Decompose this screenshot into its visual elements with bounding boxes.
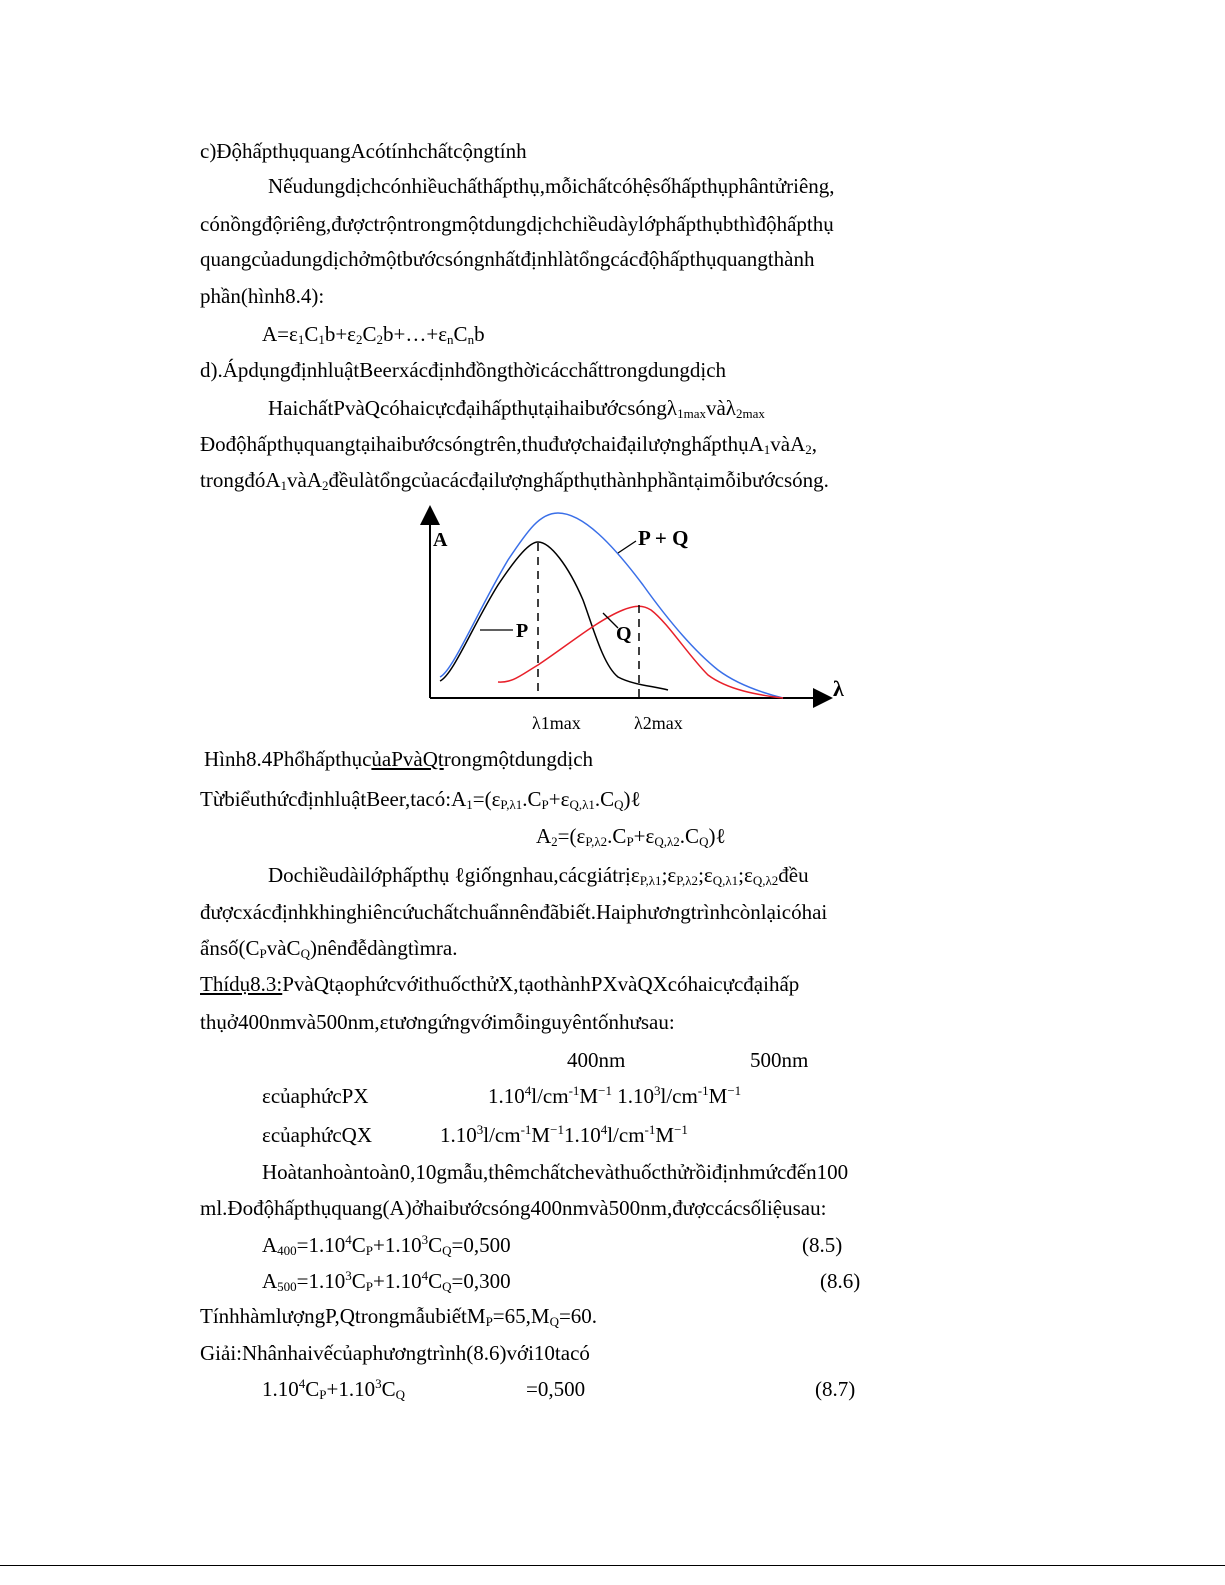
equation-number: (8.6) <box>820 1269 861 1293</box>
paragraph-line: Dochiềudàilớphấpthụ $\ell giốngnhau,cácgiátrị\varepsilon_{P,\lambda 1};\varepsilon_{P,\lambda 2};\varepsilon_{Q,\lambda 1};\varepsilon_{Q,\lambda 2}đều$ <box>268 863 809 888</box>
curve-p <box>440 542 668 690</box>
lambda2-tick-label: λ2max <box>634 713 683 733</box>
paragraph-line: HaichấtPvàQcóhaicựcđạihấpthụtạihaibướcsóngλ$_{1max}$vàλ$_{2max}$ <box>268 396 765 421</box>
q-curve-label: Q <box>616 623 632 645</box>
equation-8-7-right: =0,500 <box>526 1377 586 1401</box>
table-header-500nm: 500nm <box>750 1048 809 1072</box>
equation-8-5: $A_{400}=1.10^4C_P+1.10^3C_Q=0,500$ <box>262 1232 511 1258</box>
paragraph-line: Đođộhấpthụquangtạihaibướcsóngtrên,thuđượchaiđạilượnghấpthụA$_1$vàA$_2$, <box>200 432 818 457</box>
axis-x-label: λ <box>833 676 844 701</box>
paragraph-line: $ẩnsố(C_PvàC_Q)nênđễdàngtìmra$. <box>200 936 458 961</box>
paragraph-line: Nếudungdịchcónhiềuchấthấpthụ,mỗichấtcóhệsốhấpthụphântửriêng, <box>268 174 835 198</box>
beer-equation-a1: $TừbiểuthứcđịnhluậtBeer,tacó:A_1=(\varepsilon_{P,\lambda 1}.C_P+\varepsilon_{Q,\lambda 1}.C_Q)\ell$ <box>200 787 641 812</box>
table-row-values-px: $1.10^4l/cm^{-1}M^{-1}$ $1.10^3l/cm^{-1}M^{-1}$ <box>488 1083 742 1108</box>
beer-equation-a2: $A_2=(\varepsilon_{P,\lambda 2}.C_P+\varepsilon_{Q,\lambda 2}.C_Q)\ell$ <box>536 824 726 849</box>
additivity-formula: $A=\varepsilon_1C_1b+\varepsilon_2C_2b+\dots+\varepsilon_nC_nb$ <box>262 322 485 347</box>
equation-number: (8.5) <box>802 1233 843 1257</box>
p-curve-label: P <box>516 620 529 642</box>
table-row-values-qx: $1.10^3l/cm^{-1}M^{-1}1.10^4l/cm^{-1}M^{-1}$ <box>440 1122 688 1147</box>
paragraph-line: $TínhhàmlượngP,QtrongmẫubiếtM_P=65,M_Q=60$. <box>200 1304 598 1329</box>
axis-y-label: A <box>433 529 448 551</box>
paragraph-line: Hoàtanhoàntoàn0,10gmẫu,thêmchấtchevàthuốcthửrồiđịnhmứcđến100 <box>262 1160 849 1184</box>
paragraph-line: thụở400nmvà500nm,εtươngứngvớimỗinguyêntốnhưsau: <box>200 1010 675 1034</box>
equation-8-6: $A_{500}=1.10^3C_P+1.10^4C_Q=0,300$ <box>262 1268 511 1294</box>
paragraph-line: phần(hình8.4): <box>200 284 325 308</box>
equation-8-7-left: $1.10^4C_P+1.10^3C_Q$ <box>262 1376 405 1402</box>
page-bottom-rule <box>0 1565 1225 1566</box>
lambda1-tick-label: λ1max <box>532 713 581 733</box>
example-heading: Thídụ8.3:PvàQtạophứcvớithuốcthửX,tạothànhPXvàQXcóhaicựcđạihấp <box>200 972 800 996</box>
equation-number: (8.7) <box>815 1377 856 1401</box>
absorption-spectrum-figure <box>418 505 858 740</box>
paragraph-line: đượcxácđịnhkhinghiêncứuchấtchuẩnnênđãbiết.Haiphươngtrìnhcònlạicóhai <box>200 900 828 924</box>
table-row-label-qx: εcủaphứcQX <box>262 1123 372 1147</box>
solution-line: Giải:Nhânhaivếcủaphươngtrình(8.6)với10tacó <box>200 1341 590 1365</box>
section-heading-d: d).ÁpdụngđịnhluậtBeerxácđịnhđồngthờicácchấttrongdungdịch <box>200 358 727 382</box>
paragraph-line: cónồngđộriêng,đượctrộntrongmộtdungdịchchiềudàylớphấpthụbthìđộhấpthụ <box>200 212 834 236</box>
table-header-400nm: 400nm <box>567 1048 626 1072</box>
table-row-label-px: εcủaphứcPX <box>262 1084 369 1108</box>
pq-curve-label: P + Q <box>638 526 689 550</box>
paragraph-line: ml.Đođộhấpthụquang(A)ởhaibướcsóng400nmvà500nm,đượccácsốliệusau: <box>200 1196 827 1220</box>
paragraph-line: quangcủadungdịchởmộtbướcsóngnhấtđịnhlàtổngcácđộhấpthụquangthành <box>200 247 815 271</box>
section-heading-c: c)ĐộhấpthụquangAcótínhchấtcộngtính <box>200 139 527 163</box>
pq-leader-line <box>618 541 636 553</box>
paragraph-line: trongđóA$_1$vàA$_2$đềulàtổngcủacácđạilượnghấpthụthànhphầntạimỗibướcsóng. <box>200 468 829 493</box>
figure-caption: Hình8.4PhổhấpthụcủaPvàQtrongmộtdungdịch <box>204 747 594 771</box>
